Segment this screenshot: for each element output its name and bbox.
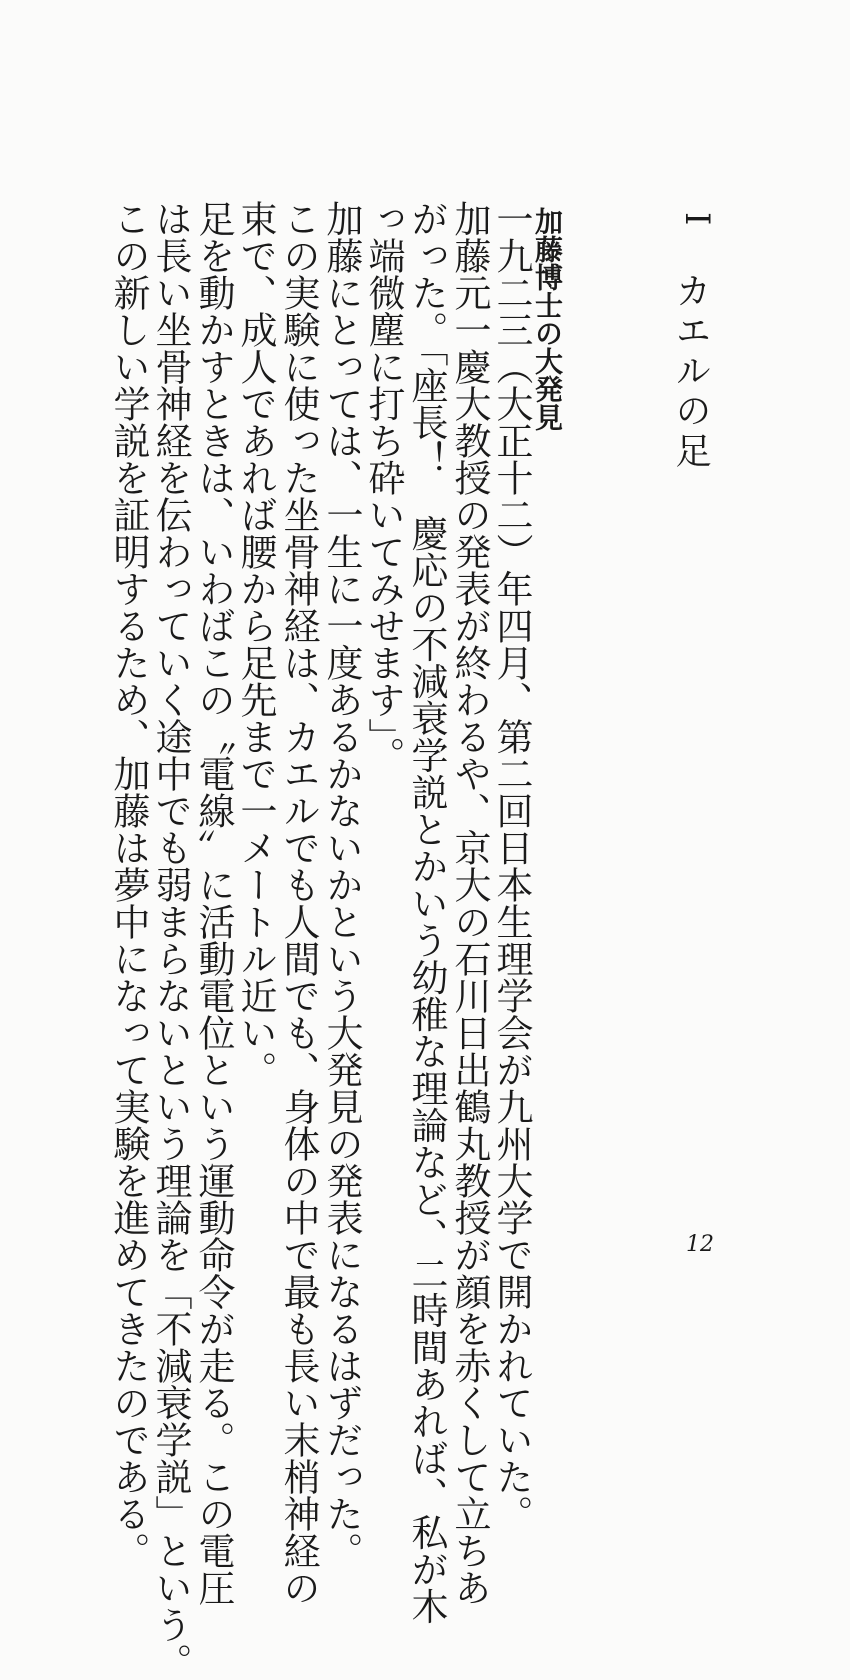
body-line-10: この新しい学説を証明するため、加藤は夢中になって実験を進めてきたのである。 <box>107 200 150 1569</box>
chapter-number: I <box>677 212 717 226</box>
chapter-title: カエルの足 <box>670 272 711 472</box>
body-line-9: は長い坐骨神経を伝わっていく途中でも弱まらないという理論を「不減衰学説」という。 <box>149 200 192 1680</box>
page-number: 12 <box>686 1232 714 1257</box>
body-line-6: この実験に使った坐骨神経は、カエルでも人間でも、身体の中で最も長い末梢神経の <box>277 200 320 1606</box>
body-line-1: 一九二三（大正十二）年四月、第二回日本生理学会が九州大学で開かれていた。 <box>490 200 533 1532</box>
body-line-4: っ端微塵に打ち砕いてみせます」。 <box>362 200 405 774</box>
body-line-3: がった。「座長！ 慶応の不減衰学説とかいう幼稚な理論など、二時間あれば、私が木 <box>405 200 448 1625</box>
body-line-8: 足を動かすときは、いわばこの〝電線〟に活動電位という運動命令が走る。この電圧 <box>192 200 235 1606</box>
body-line-5: 加藤にとっては、一生に一度あるかないかという大発見の発表になるはずだった。 <box>320 200 363 1569</box>
body-line-7: 束で、成人であれば腰から足先まで一メートル近い。 <box>234 200 277 1088</box>
body-line-2: 加藤元一慶大教授の発表が終わるや、京大の石川日出鶴丸教授が顔を赤くして立ちあ <box>448 200 491 1606</box>
section-heading: 加藤博士の大発見 <box>531 207 564 431</box>
